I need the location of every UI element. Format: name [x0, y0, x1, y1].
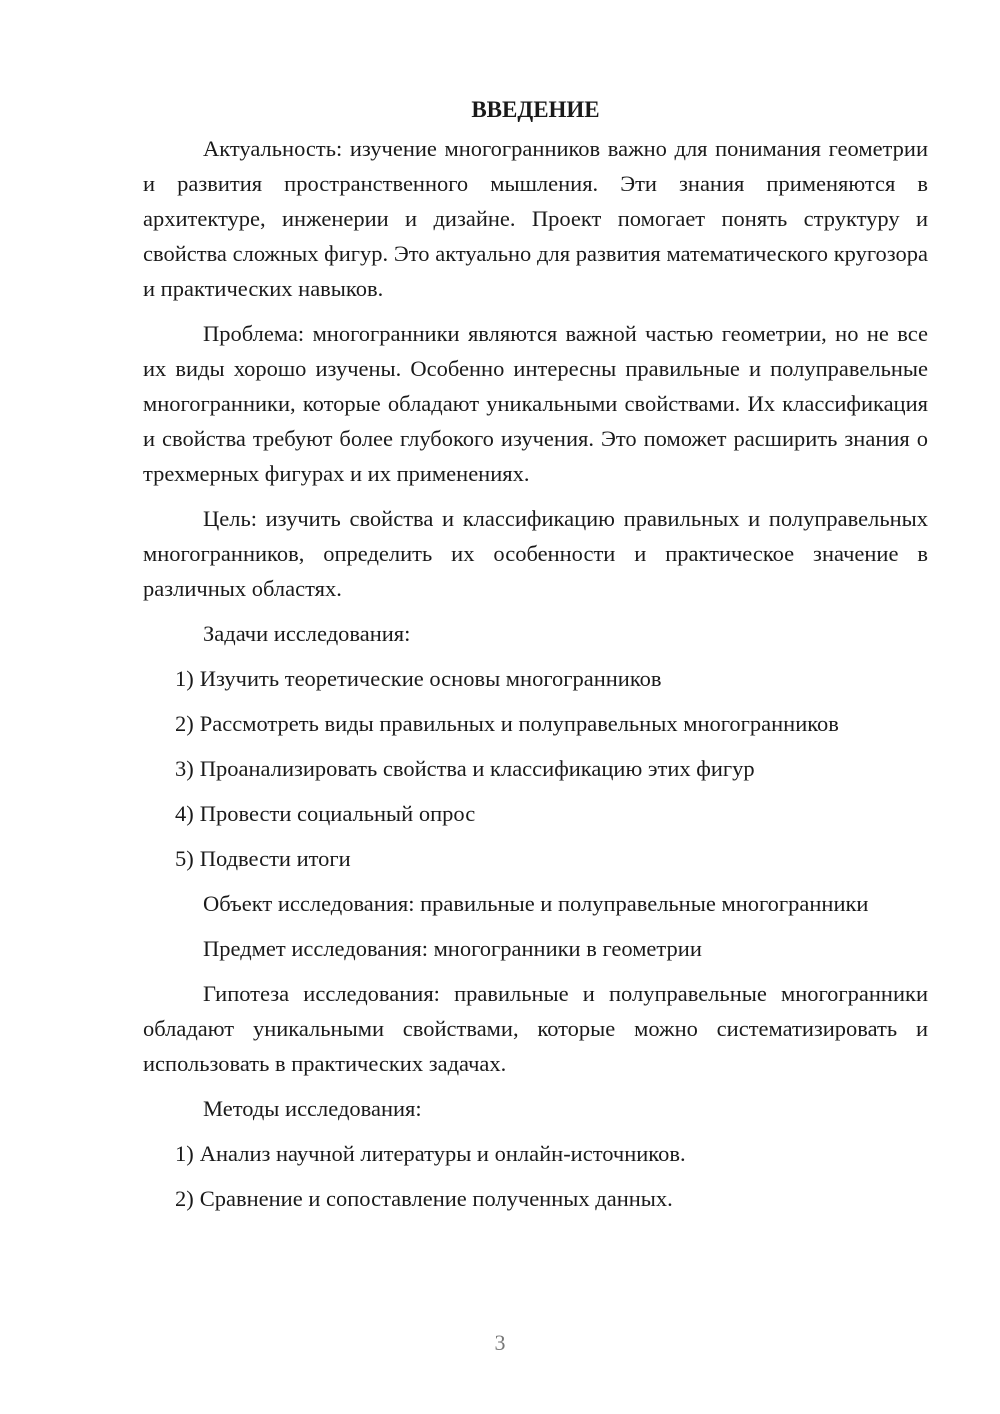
goal-paragraph: Цель: изучить свойства и классификацию правильных и полуправельных многогранников, определить их особенности и практическое значение в различных областях.	[143, 506, 928, 601]
task-text: Подвести итоги	[199, 846, 351, 871]
object-paragraph: Объект исследования: правильные и полуправельные многогранники	[203, 891, 869, 916]
method-item	[143, 1181, 928, 1216]
task-number: 1)	[175, 666, 194, 691]
method-text: Анализ научной литературы и онлайн-источников.	[199, 1141, 686, 1166]
task-number: 2)	[175, 711, 194, 736]
task-text: Рассмотреть виды правильных и полуправельных многогранников	[199, 711, 839, 736]
method-number: 1)	[175, 1141, 194, 1166]
method-item	[143, 1136, 928, 1171]
task-number: 3)	[175, 756, 194, 781]
task-text: Изучить теоретические основы многогранников	[199, 666, 662, 691]
task-text: Провести социальный опрос	[199, 801, 476, 826]
page-number: 3	[494, 1330, 506, 1355]
task-item	[143, 841, 928, 876]
task-item	[143, 706, 928, 741]
method-number: 2)	[175, 1186, 194, 1211]
tasks-title: Задачи исследования:	[203, 621, 411, 646]
task-number: 4)	[175, 801, 194, 826]
task-item	[143, 796, 928, 831]
subject-paragraph: Предмет исследования: многогранники в геометрии	[203, 936, 702, 961]
document-page	[143, 92, 928, 1226]
task-item	[143, 751, 928, 786]
methods-title: Методы исследования:	[203, 1096, 422, 1121]
task-item	[143, 661, 928, 696]
task-number: 5)	[175, 846, 194, 871]
method-text: Сравнение и сопоставление полученных данных.	[199, 1186, 673, 1211]
hypothesis-paragraph: Гипотеза исследования: правильные и полуправельные многогранники обладают уникальными свойствами, которые можно систематизировать и использовать в практических задачах.	[143, 981, 928, 1076]
problem-paragraph: Проблема: многогранники являются важной частью геометрии, но не все их виды хорошо изучены. Особенно интересны правильные и полуправельные многогранники, которые обладают уникальными свойствами. Их классификация и свойства требуют более глубокого изучения. Это поможет расширить знания о трехмерных фигурах и их применениях.	[143, 321, 928, 486]
task-text: Проанализировать свойства и классификацию этих фигур	[199, 756, 755, 781]
section-heading: ВВЕДЕНИЕ	[471, 97, 600, 122]
relevance-paragraph: Актуальность: изучение многогранников важно для понимания геометрии и развития пространственного мышления. Эти знания применяются в архитектуре, инженерии и дизайне. Проект помогает понять структуру и свойства сложных фигур. Это актуально для развития математического кругозора и практических навыков.	[143, 136, 928, 301]
